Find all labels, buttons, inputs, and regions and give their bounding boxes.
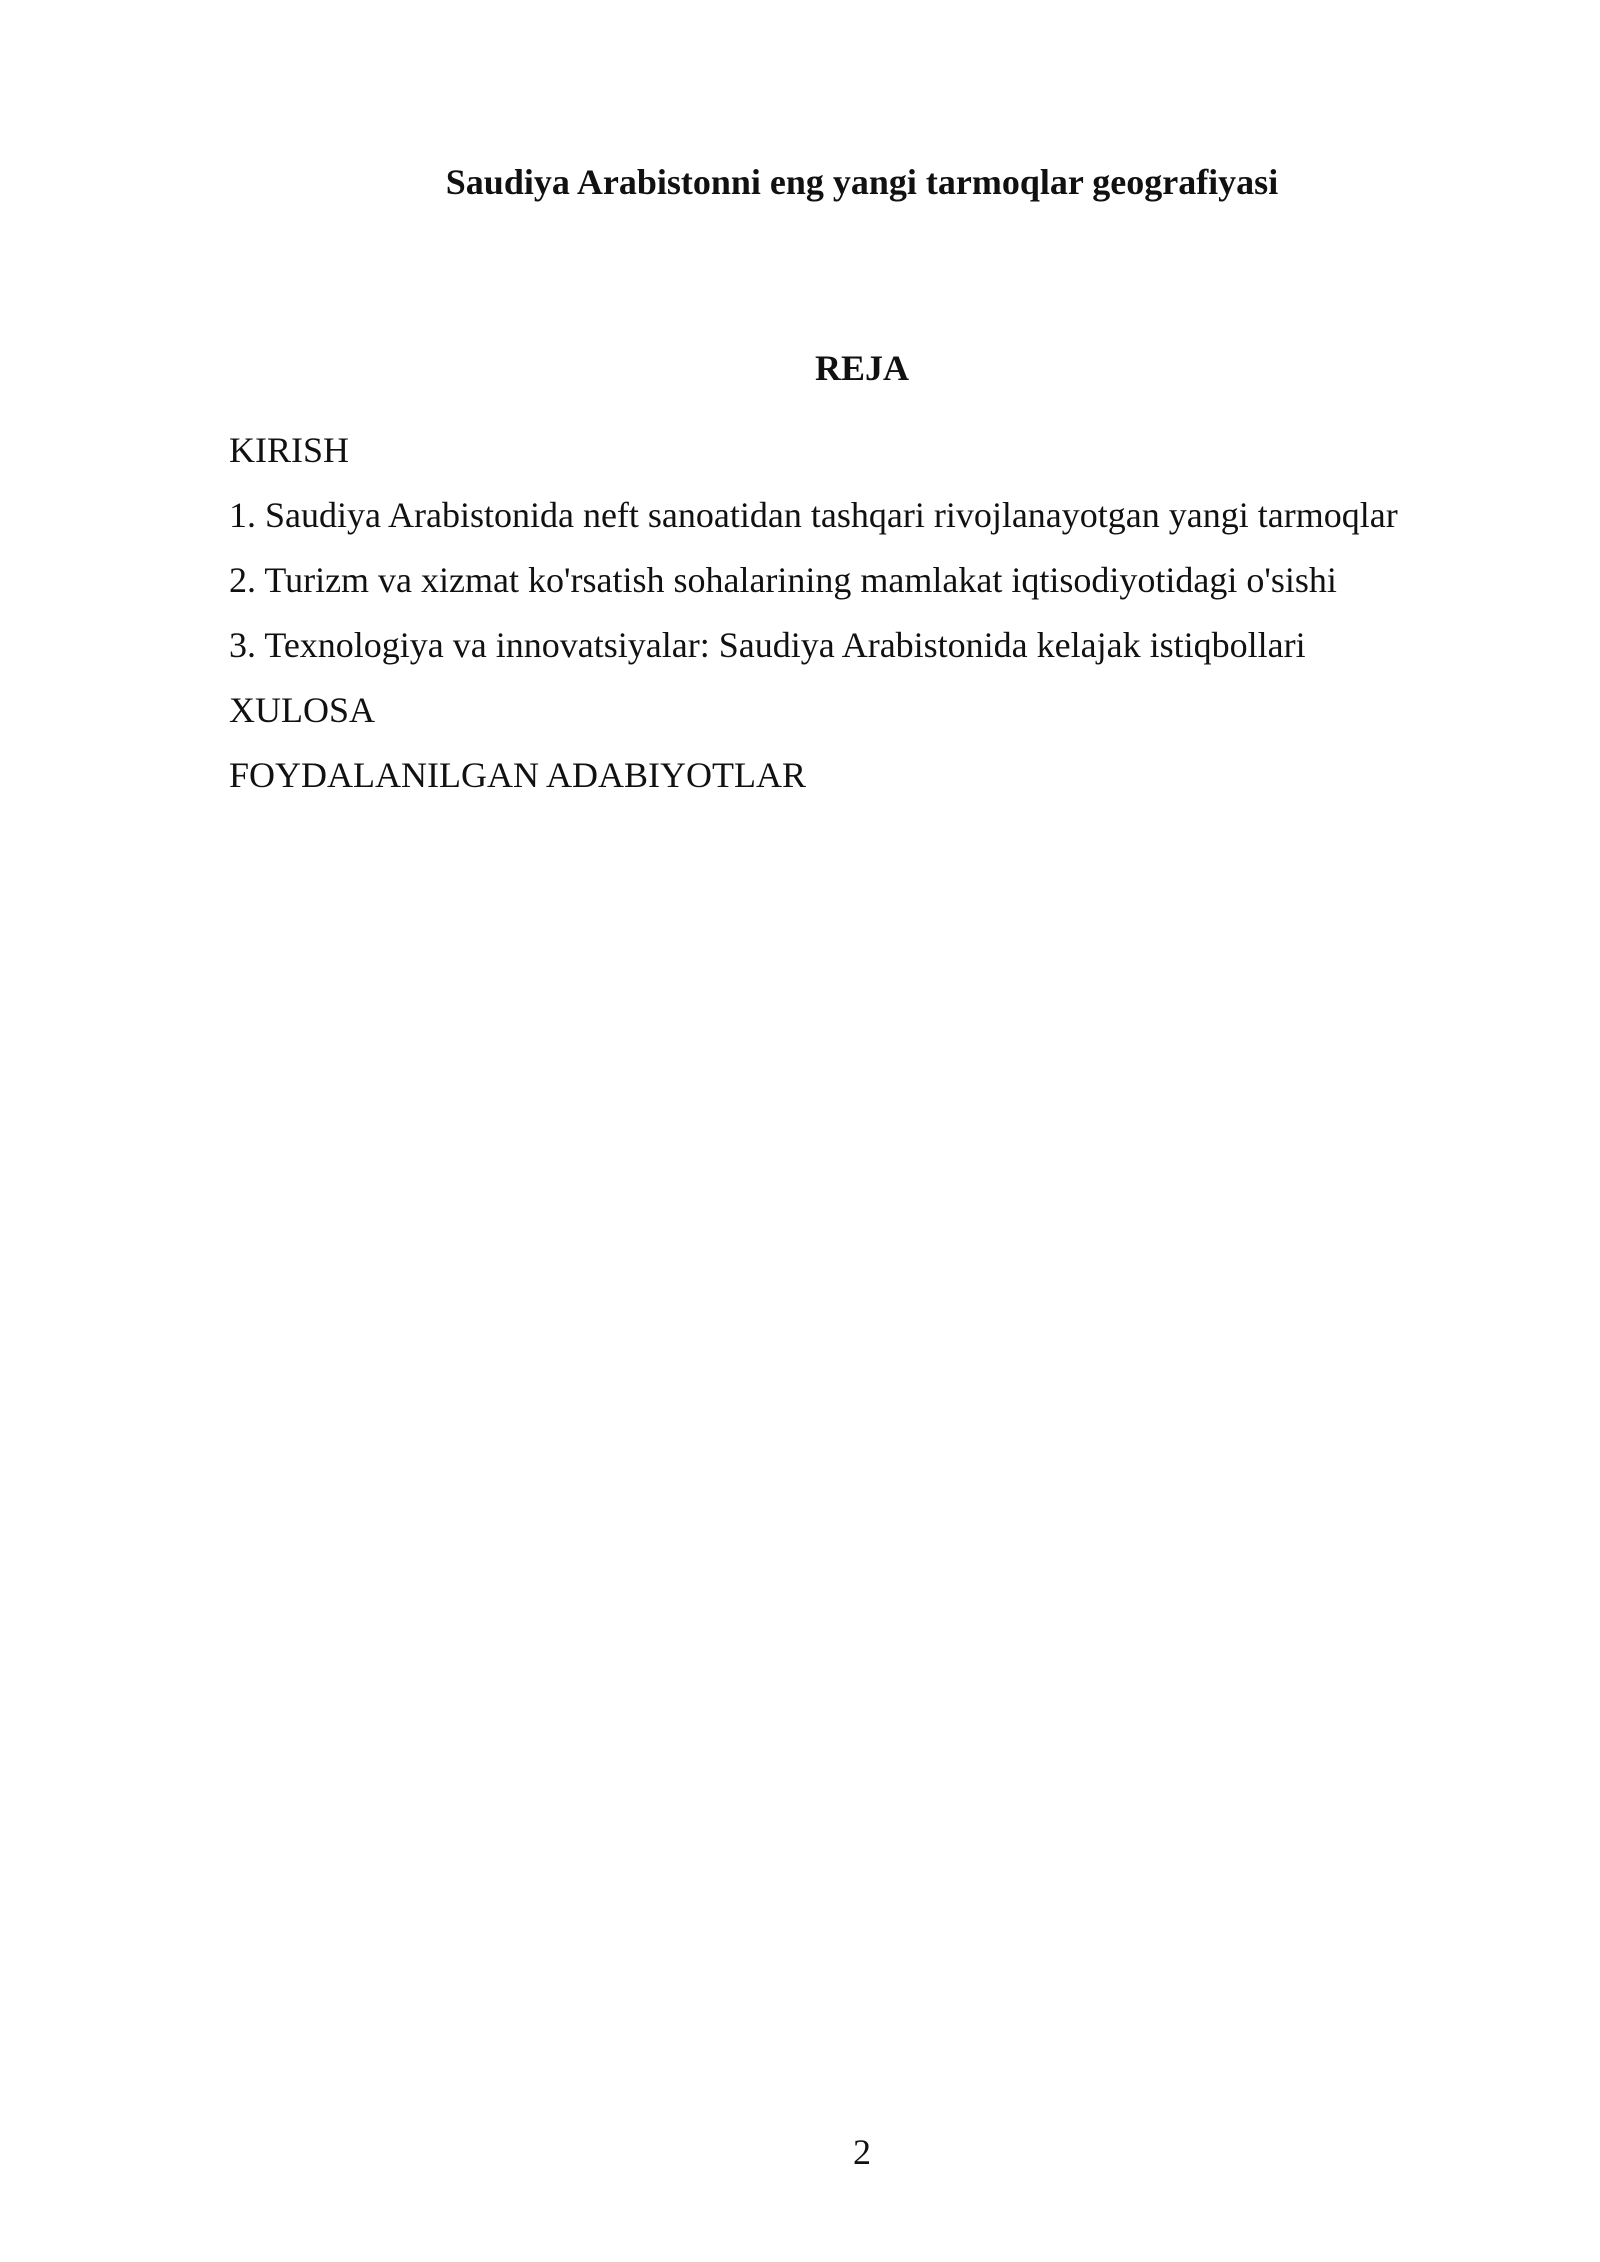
plan-item-2: 2. Turizm va xizmat ko'rsatish sohalarining mamlakat iqtisodiyotidagi o'sishi	[229, 560, 1337, 600]
plan-item-3: 3. Texnologiya va innovatsiyalar: Saudiya Arabistonida kelajak istiqbollari	[229, 625, 1306, 665]
plan-item-conclusion: XULOSA	[229, 690, 376, 730]
plan-heading: REJA	[814, 348, 909, 388]
document-title: Saudiya Arabistonni eng yangi tarmoqlar geografiyasi	[445, 162, 1279, 202]
plan-item-references: FOYDALANILGAN ADABIYOTLAR	[229, 755, 806, 795]
plan-item-1: 1. Saudiya Arabistonida neft sanoatidan tashqari rivojlanayotgan yangi tarmoqlar	[229, 495, 1398, 535]
page-number: 2	[853, 2132, 871, 2172]
plan-list	[229, 418, 1529, 808]
plan-item-introduction: KIRISH	[229, 430, 350, 470]
